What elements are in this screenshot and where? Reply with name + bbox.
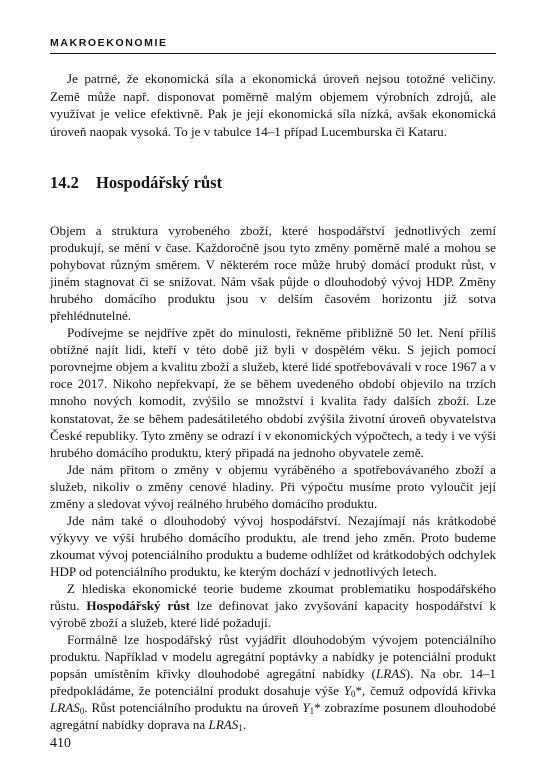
definition-text-before: Z hlediska ekonomické teorie budeme zkoumat problematiku hospodářského růstu. bbox=[50, 580, 496, 614]
formal-text: Formálně lze hospodářský růst vyjádřit dlouhodobým vývojem potenciálního produktu. Například v modelu agregátní poptávky a nabídky je potenciální produkt popsán umístěním křivky dlouhodobé agregátní nabídky ( bbox=[50, 632, 496, 682]
paragraph: Podívejme se nejdříve zpět do minulosti, řekněme přibližně 50 let. Není příliš obtížné najít lidi, kteří v této době již byli v dospělém věku. S jejich pomocí porovnejme objem a kvalitu zboží a služeb, které lidé spotřebovávali v roce 1967 a v roce 2017. Nikoho nepřekvapí, že se během uvedeného období objevilo na trzích mnoho nových komodit, zvýšilo se množství i kvalita řady dalších zboží. Lze konstatovat, že se během padesátiletého období zvýšila životní úroveň obyvatelstva České republiky. Tyto změny se odrazí i v ekonomických výpočtech, a tedy i ve výši hrubého domácího produktu, který připadá na jednoho obyvatele země. bbox=[50, 325, 496, 460]
paragraph: Objem a struktura vyrobeného zboží, které hospodářství jednotlivých zemí produkují, se mění v čase. Každoročně jsou tyto změny poměrně malé a mohou se pohybovat různým směrem. V některém roce může hrubý domácí produkt růst, v jiném stagnovat či se snižovat. Nám však půjde o dlouhodobý vývoj HDP. Změny hrubého domácího produktu jsou v delším časovém horizontu již sotva přehlédnutelné. bbox=[50, 223, 496, 324]
definition-paragraph bbox=[50, 580, 496, 631]
formal-text: zobrazíme posunem dlouhodobé agregátní nabídky doprava na bbox=[50, 700, 496, 733]
section-number: 14.2 bbox=[50, 173, 79, 192]
header-rule bbox=[50, 53, 496, 54]
page-number: 410 bbox=[50, 736, 71, 751]
intro-paragraph: Je patrné, že ekonomická síla a ekonomická úroveň nejsou totožné veličiny. Země může např. disponovat poměrně malým objemem výrobních zdrojů, ale využívat je velice efektivně. Pak je její ekonomická síla nízká, avšak ekonomická úroveň naopak vysoká. To je v tabulce 14–1 případ Lucemburska či Kataru. bbox=[50, 71, 496, 139]
lras0-symbol: $LRAS_0$ bbox=[50, 700, 85, 717]
y0-symbol: $Y_0$ bbox=[343, 683, 356, 700]
lras1-symbol: $LRAS_1$ bbox=[208, 717, 243, 734]
intro-block bbox=[50, 70, 496, 140]
formal-paragraph bbox=[50, 631, 496, 733]
star-symbol: * bbox=[314, 700, 321, 716]
running-header-title: MAKROEKONOMIE bbox=[50, 37, 168, 49]
running-header bbox=[50, 36, 496, 54]
y1-symbol: $Y_1$ bbox=[302, 700, 315, 717]
definition-term: Hospodářský růst bbox=[86, 598, 190, 614]
formal-text: ). Na obr. 14–1 předpokládáme, že potenciální produkt dosahuje výše bbox=[50, 666, 496, 699]
section-title: Hospodářský růst bbox=[96, 173, 223, 192]
definition-text-after: lze definovat jako zvyšování kapacity hospodářství k výrobě zboží a služeb, které lidé požadují. bbox=[50, 598, 497, 631]
lras-symbol: LRAS bbox=[375, 666, 406, 682]
paragraph: Jde nám přitom o změny v objemu vyráběného a spotřebovávaného zboží a služeb, nikoliv o změny cenové hladiny. Při výpočtu musíme proto vyloučit její změny a sledovat vývoj reálného hrubého domácího produktu. bbox=[50, 461, 496, 511]
formal-text: . Růst potenciálního produktu na úroveň bbox=[84, 700, 303, 716]
body-text bbox=[50, 222, 496, 733]
section-heading bbox=[50, 172, 222, 194]
star-symbol: * bbox=[355, 683, 363, 699]
formal-text: . bbox=[242, 717, 247, 733]
formal-text: , čemuž odpovídá křivka bbox=[362, 683, 496, 699]
paragraph: Jde nám také o dlouhodobý vývoj hospodářství. Nezajímají nás krátkodobé výkyvy ve výši hrubého domácího produktu, ale trend jeho změn. Proto budeme zkoumat vývoj potenciálního produktu a budeme odhlížet od krátkodobých odchylek HDP od potenciálního produktu, ke kterým dochází v jednotlivých letech. bbox=[50, 512, 496, 579]
